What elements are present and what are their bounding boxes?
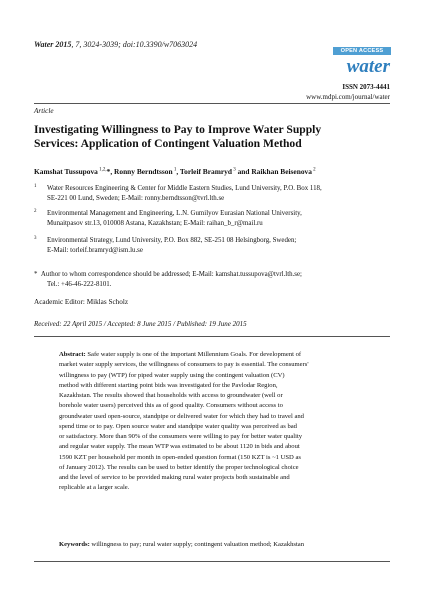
abstract-line: of January 2012). The results can be used to better identify the proper technological choice [59,463,299,471]
author-name: Kamshat Tussupova [34,167,98,176]
abstract-rule [34,561,390,562]
abstract-line: method with different starting point bids was investigated for the Pavlodar Region, [59,381,278,389]
abstract-line: Abstract: Safe water supply is one of the important Millennium Goals. For development of [59,351,302,358]
corresponding-mark: * [106,167,111,176]
corresponding-author-note [34,270,392,291]
author-affiliation: 1,2, [97,167,107,173]
journal-url[interactable]: www.mdpi.com/journal/water [306,93,390,101]
abstract-line: market water supply services, the willingness of consumers to pay is essential. The consumers' [59,361,309,369]
affiliation-line: Water Resources Engineering & Center for Middle Eastern Studies, Lund University, P.O. Box 118, [47,185,322,192]
open-access-badge: OPEN ACCESS [333,47,391,55]
title-line-2: Services: Application of Contingent Valuation Method [34,137,302,150]
title-line-1: Investigating Willingness to Pay to Improve Water Supply [34,123,322,136]
citation-details: , 7, 3024-3039; doi:10.3390/w7063024 [71,40,198,49]
abstract-line: borehole water users) perceived this as of good quality. Consumers without access to [59,402,283,410]
abstract-line: willingness to pay (WTP) for piped water supply using the contingent valuation (CV) [59,371,285,379]
affiliation-3 [34,236,392,257]
author-affiliation: 1 [172,167,177,173]
citation-line [34,40,197,49]
affiliation-line: E-Mail: torleif.bramryd@ism.lu.se [47,247,143,255]
abstract-line: replicable at a larger scale. [59,484,130,492]
affiliation-number: 3 [34,236,37,241]
author-affiliation: 3 [231,167,236,173]
abstract-line: or satisfactory. More than 90% of the consumers were willing to pay for better water quality [59,433,303,440]
corresponding-line [34,270,392,280]
affiliation-line: SE-221 00 Lund, Sweden; E-Mail: ronny.berndtsson@tvrl.lth.se [47,195,225,203]
abstract-line: and regular water supply. The mean WTP was estimated to be about 1120 in bids and about [59,443,300,451]
issn: ISSN 2073-4441 [342,83,390,91]
citation-journal: Water [34,40,54,49]
author-affiliation: 2 [311,167,316,173]
affiliation-number: 2 [34,209,37,214]
affiliation-1 [34,184,392,205]
publication-dates: Received: 22 April 2015 / Accepted: 8 June 2015 / Published: 19 June 2015 [34,320,247,328]
abstract-line: groundwater used open-source, standpipe or delivered water for which they had to travel and [59,412,304,420]
abstract-line: 1590 KZT per household per month in open-ended question format (150 KZT is ~1 USD as [59,453,301,461]
author-list [34,167,394,176]
abstract [59,350,370,494]
author-name: and Raikhan Beisenova [235,167,312,176]
article-title [34,123,390,151]
corresponding-mark: * [34,271,38,278]
corresponding-text: Author to whom correspondence should be addressed; E-Mail: kamshat.tussupova@tvrl.lth.se; [40,271,302,278]
citation-year: 2015 [55,40,72,49]
keywords-label: Keywords: [59,541,90,548]
academic-editor: Academic Editor: Miklas Scholz [34,298,129,306]
abstract-line: spend time or to pay. Open source water and standpipe water quality was perceived as bad [59,422,297,430]
corresponding-phone: Tel.: +46-46-222-8101. [47,281,112,289]
keywords [59,540,370,550]
author-name: , Ronny Berndtsson [110,167,173,176]
affiliation-2 [34,209,392,230]
article-type: Article [34,107,54,115]
abstract-line: and the level of service to be provided making rural water projects both sustainable and [59,474,290,481]
journal-logo-text: water [346,56,390,77]
affiliation-line: Environmental Strategy, Lund University, P.O. Box 882, SE-251 08 Helsingborg, Sweden; [47,237,297,244]
header-rule [34,103,390,104]
affiliation-number: 1 [34,184,37,189]
affiliation-line: Munaitpasov str.13, 010008 Astana, Kazakhstan; E-Mail: raihan_b_r@mail.ru [47,220,263,228]
affiliation-line: Environmental Management and Engineering, L.N. Gumilyov Eurasian National University, [47,210,302,217]
abstract-label: Abstract: [59,351,86,358]
keywords-text: willingness to pay; rural water supply; contingent valuation method; Kazakhstan [89,541,305,548]
abstract-line: Kazakhstan. The results showed that households with access to groundwater (well or [59,392,283,399]
author-name: , Torleif Bramryd [176,167,232,176]
dates-rule [34,336,390,337]
